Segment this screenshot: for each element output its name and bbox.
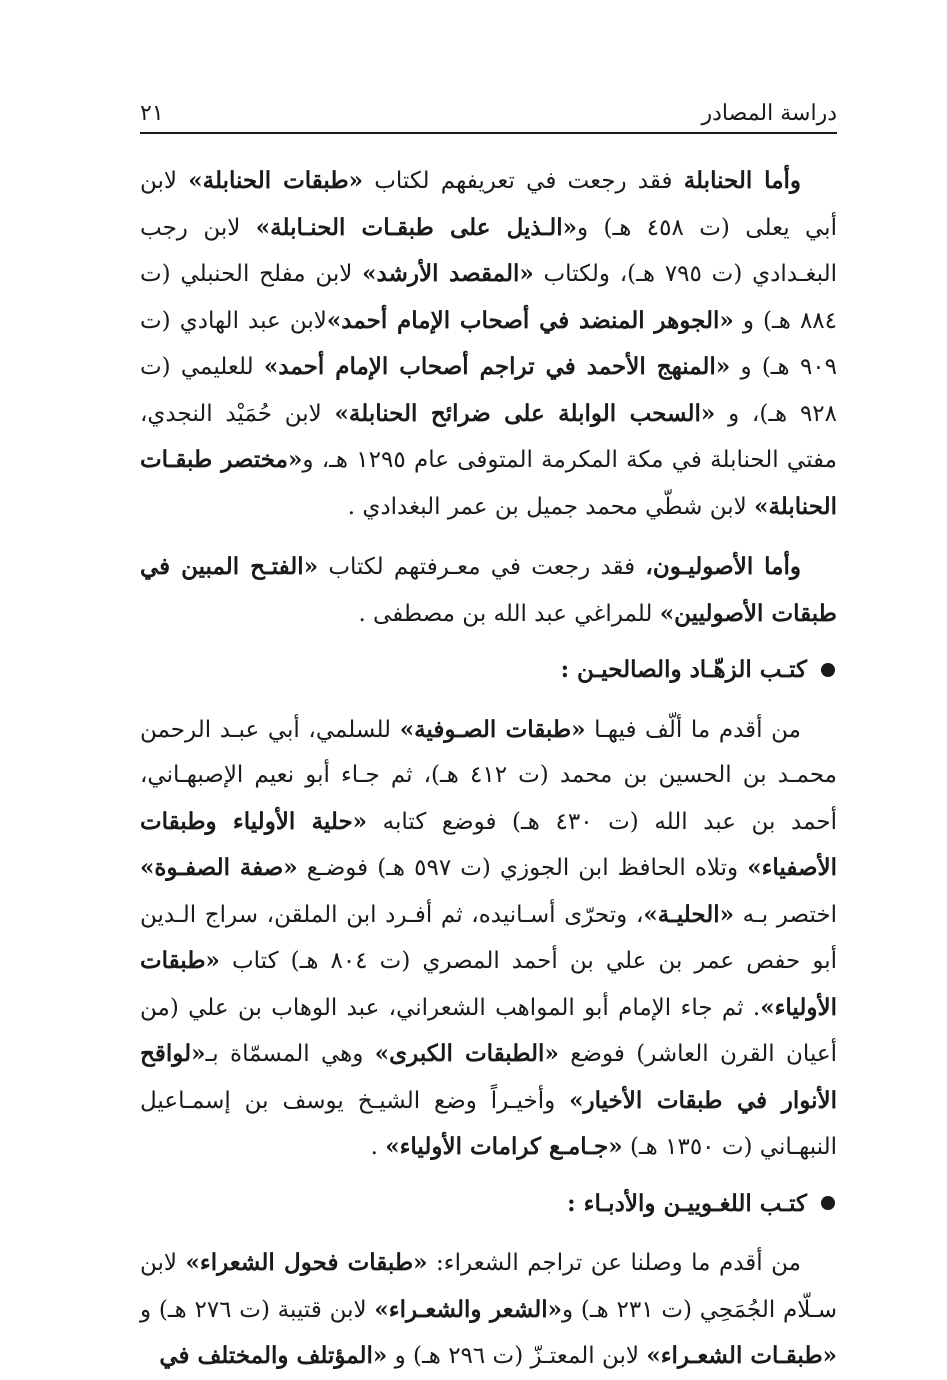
heading-text: كتـب الزهّـاد والصالحيـن : (560, 656, 807, 683)
book-title: «المؤتلف والمختلف في (159, 1342, 388, 1369)
paragraph-lughawiyyin: من أقدم ما وصلنا عن تراجم الشعراء: «طبقات فحول الشعراء» لابن سـلّام الجُمَحِي (ت ٢٣١ هـ) و«الشعر والشعـراء» لابن قتيبة (ت ٢٧٦ هـ) و «طبقـات الشعـراء» لابن المعتـزّ (ت ٢٩٦ هـ) و «المؤتلف والمختلف في (140, 1249, 838, 1369)
section-heading-lughawiyyin (140, 1181, 837, 1227)
book-title: «مختصر طبقـات الحنابلة» (140, 446, 837, 520)
book-title: «طبقات الصـوفية» (399, 715, 586, 743)
book-title: «الـذيل على طبقـات الحنـابلة» (255, 213, 577, 241)
book-title: «صفة الصفـوة» (140, 854, 298, 881)
book-title: «المقصد الأرشد» (362, 260, 534, 287)
book-title: «الفتـح المبين في طبقات الأصوليين» (140, 553, 837, 627)
book-title: «طبقـات الشعـراء» (646, 1342, 837, 1369)
section-heading-zuhhad (140, 647, 837, 693)
book-title: «حلية الأولياء وطبقات الأصفياء» (140, 807, 837, 881)
paragraph-zuhhad: من أقدم ما ألّف فيهـا «طبقات الصـوفية» للسلمي، أبي عبـد الرحمن محمـد بن الحسين بن محمد (ت ٤١٢ هـ)، ثم جـاء أبو نعيم الإصبهـاني، أحمد بن عبد الله (ت ٤٣٠ هـ) فوضع كتابه «حلية الأولياء وطبقات الأصفياء» وتلاه الحافظ ابن الجوزي (ت ٥٩٧ هـ) فوضـع «صفة الصفـوة» اختصر بـه «الحليـة»، وتحرّى أسـانيده، ثم أفـرد ابن الملقن، سراج الـدين أبو حفص عمر بن علي بن أحمد المصري (ت ٨٠٤ هـ) كتاب «طبقات الأولياء». ثم جاء الإمام أبو المواهب الشعراني، عبد الوهاب بن علي (من أعيان القرن العاشر) فوضع «الطبقات الكبرى» وهي المسمّاة بـ«لواقح الأنوار في طبقات الأخيار» وأخيـراً وضع الشيـخ يوسف بن إسمـاعيل النبهـاني (ت ١٣٥٠ هـ) «جـامـع كرامات الأولياء» . (140, 715, 838, 1160)
bullet-icon (821, 1196, 835, 1210)
book-title: وأما الحنابلة (683, 167, 802, 194)
running-header (140, 96, 837, 134)
book-title: «طبقات الحنابلة» (188, 167, 364, 194)
page-number: ٢١ (140, 101, 164, 126)
book-title: «جـامـع كرامات الأولياء» (385, 1133, 623, 1160)
book-title: «طبقات فحول الشعراء» (185, 1249, 428, 1276)
book-title: «الطبقات الكبرى» (374, 1040, 559, 1067)
book-title: «طبقات الأولياء» (140, 947, 837, 1021)
book-title: «المنهج الأحمد في تراجم أصحاب الإمام أحمد» (263, 353, 731, 380)
book-title: وأما الأصوليـون، (645, 553, 801, 580)
book-title: «الشعر والشعـراء» (374, 1295, 563, 1323)
book-title: «السحب الوابلة على ضرائح الحنابلة» (334, 399, 716, 427)
bullet-icon (821, 663, 835, 677)
book-title: «الحليـة» (643, 900, 734, 928)
page-body (140, 158, 837, 1380)
section-title: دراسة المصادر (701, 101, 837, 126)
heading-text: كتـب اللغـوييـن والأدبـاء : (567, 1189, 807, 1217)
book-title: «لواقح الأنوار في طبقات الأخيار» (140, 1040, 837, 1114)
paragraph-hanabila: وأما الحنابلة فقد رجعت في تعريفهم لكتاب «طبقات الحنابلة» لابن أبي يعلى (ت ٤٥٨ هـ) و«الـذيل على طبقـات الحنـابلة» لابن رجب البغـدادي (ت ٧٩٥ هـ)، ولكتاب «المقصد الأرشد» لابن مفلح الحنبلي (ت ٨٨٤ هـ) و «الجوهر المنضد في أصحاب الإمام أحمد»لابن عبد الهادي (ت ٩٠٩ هـ) و «المنهج الأحمد في تراجم أصحاب الإمام أحمد» للعليمي (ت ٩٢٨ هـ)، و «السحب الوابلة على ضرائح الحنابلة» لابن حُمَيْد النجدي، مفتي الحنابلة في مكة المكرمة المتوفى عام ١٢٩٥ هـ، و«مختصر طبقـات الحنابلة» لابن شطّي محمد جميل بن عمر البغدادي . (140, 167, 838, 520)
book-title: «الجوهر المنضد في أصحاب الإمام أحمد» (326, 306, 734, 334)
paragraph-usuliyyun: وأما الأصوليـون، فقد رجعت في معـرفتهم لكتاب «الفتـح المبين في طبقات الأصوليين» للمراغي عبد الله بن مصطفى . (140, 553, 837, 627)
